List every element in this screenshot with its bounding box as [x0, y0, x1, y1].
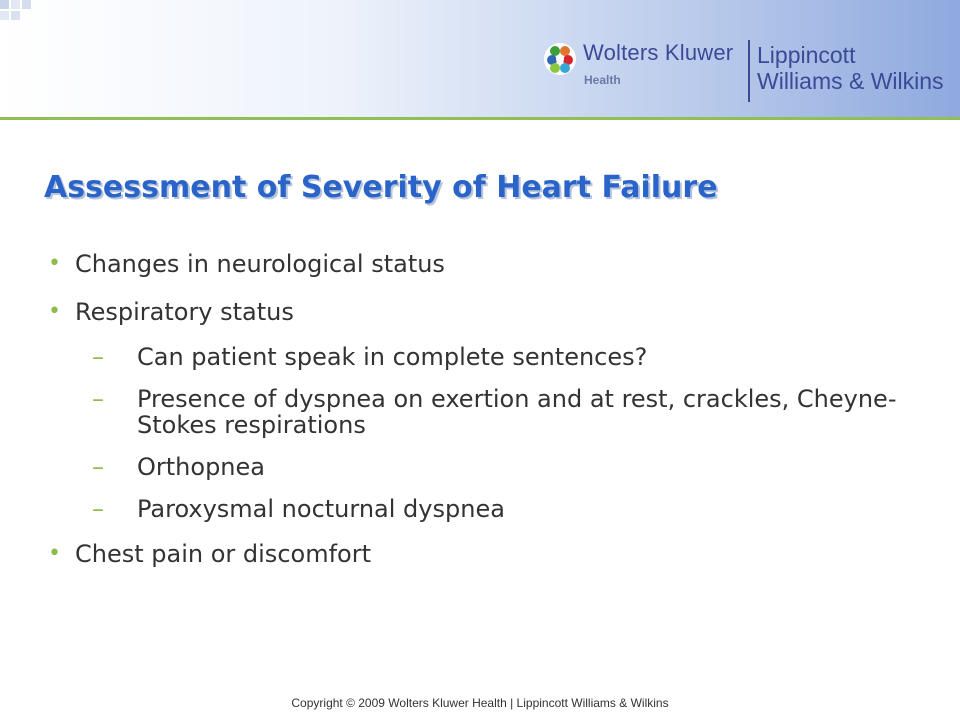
- sub-list-item: [48, 386, 928, 438]
- list-item-text: Can patient speak in complete sentences?: [137, 343, 648, 371]
- bullet-icon: •: [48, 541, 61, 566]
- bullet-list: [48, 248, 928, 586]
- slide-title: Assessment of Severity of Heart Failure: [44, 170, 718, 205]
- brand-division: Health: [584, 73, 621, 87]
- partner-line-1: Lippincott: [757, 42, 856, 68]
- list-item-text: Presence of dyspnea on exertion and at rest, crackles, Cheyne-Stokes respirations: [137, 385, 897, 439]
- sub-list-item: [48, 496, 928, 522]
- list-item-text: Changes in neurological status: [75, 250, 445, 278]
- copyright-footer: Copyright © 2009 Wolters Kluwer Health | Lippincott Williams & Wilkins: [291, 696, 669, 710]
- partner-line-2: Williams & Wilkins: [757, 68, 944, 94]
- bullet-icon: •: [48, 251, 61, 276]
- sub-list-item: [48, 454, 928, 480]
- sub-list-item: [48, 344, 928, 370]
- list-item: [48, 296, 928, 328]
- list-item-text: Orthopnea: [137, 453, 265, 481]
- list-item-text: Chest pain or discomfort: [75, 540, 371, 568]
- dash-icon: –: [92, 495, 104, 523]
- list-item: [48, 538, 928, 570]
- partner-name: [757, 42, 944, 94]
- logo-divider: [748, 40, 750, 102]
- dash-icon: –: [92, 343, 104, 371]
- list-item-text: Respiratory status: [75, 298, 294, 326]
- header-rule: [0, 117, 960, 120]
- dash-icon: –: [92, 385, 104, 413]
- brand-name: Wolters Kluwer: [583, 40, 734, 65]
- list-item-text: Paroxysmal nocturnal dyspnea: [137, 495, 505, 523]
- header-band: [0, 0, 960, 118]
- decorative-squares: [0, 0, 60, 30]
- list-item: [48, 248, 928, 280]
- globe-icon: [543, 42, 577, 76]
- publisher-logo: [543, 40, 953, 106]
- bullet-icon: •: [48, 299, 61, 324]
- dash-icon: –: [92, 453, 104, 481]
